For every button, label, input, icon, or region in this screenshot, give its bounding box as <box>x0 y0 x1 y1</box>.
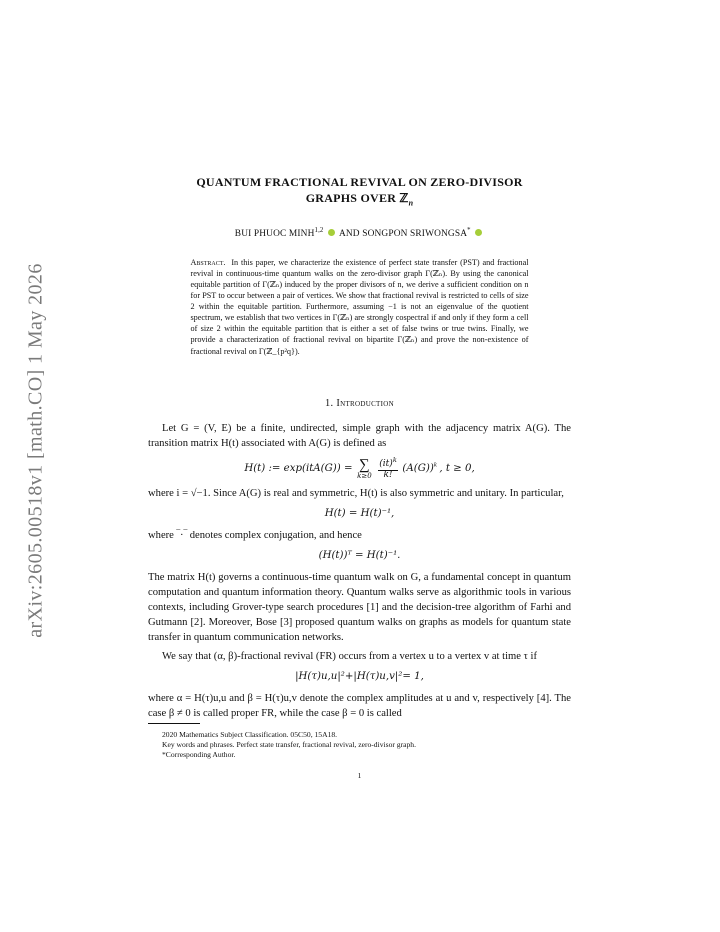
section-title: Introduction <box>336 397 394 409</box>
paragraph-2: where i = √−1. Since A(G) is real and symmetric, H(t) is also symmetric and unitary. In particular, <box>148 488 564 500</box>
sum-symbol <box>357 458 372 480</box>
equation-transition-matrix <box>148 457 571 480</box>
abstract-text: In this paper, we characterize the existence of perfect state transfer (PST) and fractional revival in continuous-time quantum walks on the zero-divisor graph Γ(ℤₙ). By using the canonical equitable partition of Γ(ℤₙ) induced by the proper divisors of n, we derive a sufficient condition on n for PST to occur between a pair of vertices. We show that fractional revival is restricted to cells of size 2 within the equitable partition. Furthermore, assuming −1 is not an eigenvalue of the quotient spectrum, we establish that two vertices in Γ(ℤₙ) are strongly cospectral if and only if they form a cell of size 2 within the equitable partition that is either a set of false twins or true twins. Finally, we provide a characterization of fractional revival on bipartite Γ(ℤₙ) and prove the non-existence of fractional revival on Γ(ℤ_{p²q}). <box>190 258 529 356</box>
msc-classification: 2020 Mathematics Subject Classification. 05C50, 15A18. <box>162 729 338 739</box>
eq1-left: H(t) := exp(itA(G)) = <box>244 463 353 475</box>
paragraph-5: We say that (α, β)-fractional revival (FR) occurs from a vertex u to a vertex v at time τ if <box>162 651 537 663</box>
page-number: 1 <box>357 770 362 780</box>
eq1-condition: , t ≥ 0, <box>439 463 475 475</box>
paper-title <box>148 174 571 210</box>
sum-subscript: k≥0 <box>357 471 372 480</box>
equation-transpose <box>148 549 571 564</box>
section-heading <box>148 397 571 412</box>
eq1-right: (A(G)) <box>402 463 434 475</box>
paragraph-4: The matrix H(t) governs a continuous-time quantum walk on G, a fundamental concept in quantum computation and quantum information theory. Quantum walks serve as algorithmic tools in various contexts, including Grover-type search procedures [1] and the decision-tree algorithm of Farhi and Gutmann [2]. Moreover, Bose [3] proposed quantum walks on graphs as models for quantum state transfer in quantum communication networks. <box>148 571 571 644</box>
arxiv-side-stamp <box>16 248 56 652</box>
eq3-text: (H(t))ᵀ = H(t)⁻¹. <box>318 550 401 562</box>
author-1-name: BUI PHUOC MINH <box>234 228 315 239</box>
keywords: Key words and phrases. Perfect state transfer, fractional revival, zero-divisor graph. <box>162 740 416 750</box>
title-line-2 <box>148 190 571 209</box>
paragraph-1: Let G = (V, E) be a finite, undirected, simple graph with the adjacency matrix A(G). The transition matrix H(t) associated with A(G) is defined as <box>148 423 571 450</box>
title-line-2-subscript: n <box>408 198 414 208</box>
equation-conjugation <box>148 507 571 522</box>
paragraph-3: where ‾·‾ denotes complex conjugation, and hence <box>148 530 362 542</box>
fraction-numerator-text: (it) <box>379 459 393 470</box>
title-line-2-text: GRAPHS OVER ℤ <box>305 191 409 206</box>
section-number: 1. <box>325 397 334 409</box>
orcid-icon[interactable] <box>328 229 335 236</box>
fraction <box>378 457 398 480</box>
author-1-affiliation: 1,2 <box>314 226 324 234</box>
orcid-icon[interactable] <box>475 229 482 236</box>
eq4-text: |H(τ)u,u|²+|H(τ)u,v|²= 1, <box>295 671 424 683</box>
paragraph-6: where α = H(τ)u,u and β = H(τ)u,v denote the complex amplitudes at u and v, respectively [4]. The case β ≠ 0 is called proper FR, while the case β = 0 is called <box>148 692 571 719</box>
eq1-right-exponent: k <box>433 461 437 469</box>
author-2-affiliation: * <box>467 226 471 234</box>
abstract <box>191 257 529 357</box>
footnotes <box>162 730 571 761</box>
equation-fractional-revival <box>148 670 571 685</box>
sum-sign: ∑ <box>359 456 370 473</box>
page-content <box>148 174 571 781</box>
eq2-text: H(t) = H(t)⁻¹, <box>324 508 395 520</box>
arxiv-identifier: arXiv:2605.00518v1 [math.CO] 1 May 2026 <box>24 262 47 638</box>
authors-line <box>148 226 571 241</box>
fraction-numerator <box>378 457 398 470</box>
corresponding-author-note: *Corresponding Author. <box>162 750 236 760</box>
title-line-1: QUANTUM FRACTIONAL REVIVAL ON ZERO-DIVISOR <box>196 175 523 189</box>
fraction-denominator: k! <box>383 469 393 480</box>
footnote-rule <box>148 723 200 724</box>
fraction-numerator-exponent: k <box>392 456 397 465</box>
author-connector: AND SONGPON SRIWONGSA <box>338 228 468 239</box>
abstract-label: Abstract. <box>190 258 226 268</box>
